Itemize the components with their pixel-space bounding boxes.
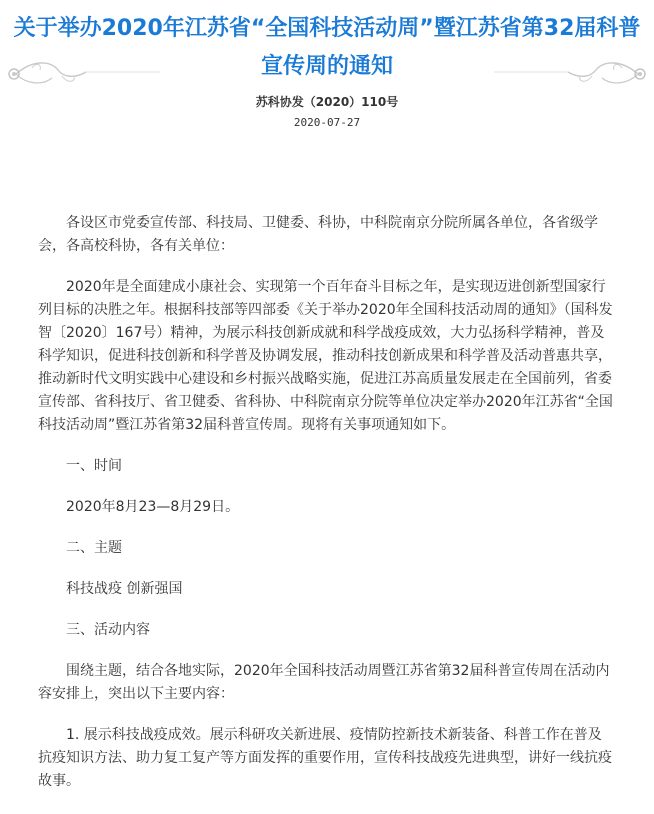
paragraph-theme: 科技战疫 创新强国 [66,581,183,597]
paragraph-background: 2020年是全面建成小康社会、实现第一个百年奋斗目标之年，是实现迈进创新型国家行列目标的决胜之年。根据科技部等四部委《关于举办2020年全国科技活动周的通知》（国科发智〔2020〕167号）精神，为展示科技创新成就和科学战疫成效，大力弘扬科学精神，普及科学知识，促进科技创新和科学普及协调发展，推动科技创新成果和科学普及活动普惠共享，推动新时代文明实践中心建设和乡村振兴战略实施，促进江苏高质量发展走在全国前列，省委宣传部、省科技厅、省卫健委、省科协、中科院南京分院等单位决定举办2020年江苏省“全国科技活动周”暨江苏省第32届科普宣传周。现将有关事项通知如下。 [38,279,613,433]
section-heading-time: 一、时间 [66,458,122,474]
paragraph-activity-1: 1. 展示科技战疫成效。展示科研攻关新进展、疫情防控新技术新装备、科普工作在普及抗疫知识方法、助力复工复产等方面发挥的重要作用，宣传科技战疫先进典型，讲好一线抗疫故事。 [38,727,612,789]
section-heading-theme: 二、主题 [66,540,122,556]
paragraph-time: 2020年8月23—8月29日。 [66,499,240,515]
floral-divider-icon [492,58,652,88]
document-body [38,212,614,811]
floral-divider-icon [2,58,162,88]
page-title: 关于举办2020年江苏省“全国科技活动周”暨江苏省第32届科普宣传周的通知 [13,16,641,79]
document-number: 苏科协发（2020）110号 [255,95,399,109]
publish-date: 2020-07-27 [293,116,361,129]
paragraph-activities-intro: 围绕主题，结合各地实际，2020年全国科技活动周暨江苏省第32届科普宣传周在活动内容安排上，突出以下主要内容： [38,663,610,702]
section-heading-activities: 三、活动内容 [66,622,150,638]
paragraph-recipients: 各设区市党委宣传部、科技局、卫健委、科协，中科院南京分院所属各单位，各省级学会，各高校科协，各有关单位： [38,215,598,254]
